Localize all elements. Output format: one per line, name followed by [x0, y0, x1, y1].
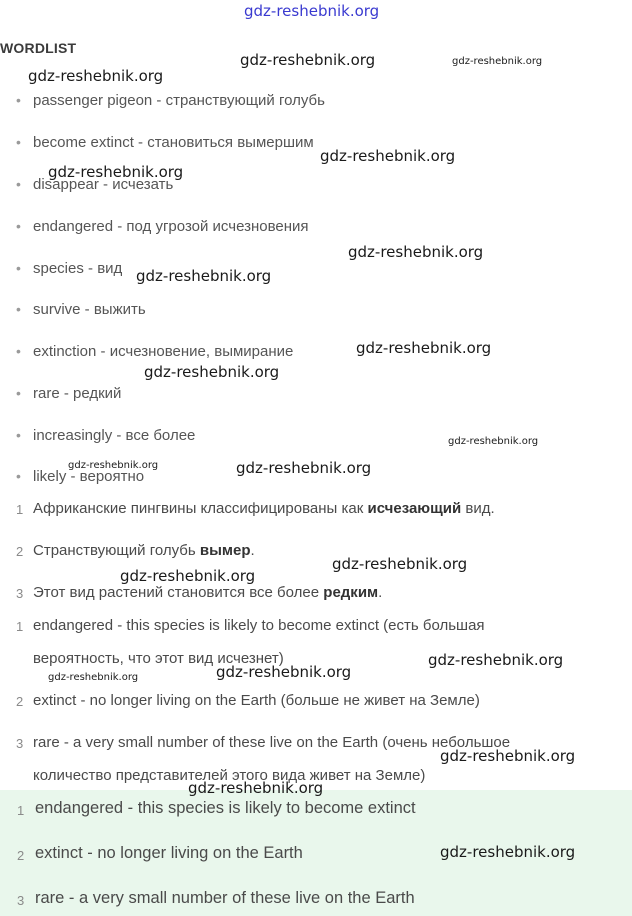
watermark: gdz-reshebnik.org: [216, 663, 352, 681]
wordlist-heading: WORDLIST: [0, 40, 77, 56]
sentence: Этот вид растений становится все более редким.: [33, 584, 383, 601]
watermark: gdz-reshebnik.org: [332, 555, 468, 573]
watermark: gdz-reshebnik.org: [48, 163, 184, 181]
watermark: gdz-reshebnik.org: [348, 243, 484, 261]
bullet-icon: •: [16, 92, 21, 108]
definition-number: 1: [16, 619, 24, 634]
wordlist-item: • become extinct - становиться вымершим: [16, 134, 314, 151]
definition-line: количество представителей этого вида живет на Земле): [33, 767, 426, 784]
watermark: gdz-reshebnik.org: [356, 339, 492, 357]
wordlist-item: • increasingly - все более: [16, 427, 196, 444]
definition-line: вероятность, что этот вид исчезнет): [33, 650, 284, 667]
answer-number: 1: [17, 803, 25, 818]
bullet-icon: •: [16, 218, 21, 234]
watermark: gdz-reshebnik.org: [440, 843, 576, 861]
watermark: gdz-reshebnik.org: [120, 567, 256, 585]
watermark: gdz-reshebnik.org: [240, 51, 376, 69]
definition-line: endangered - this species is likely to become extinct (есть большая: [33, 617, 485, 634]
answer-number: 3: [17, 893, 25, 908]
answer-line: extinct - no longer living on the Earth: [35, 844, 303, 862]
watermark: gdz-reshebnik.org: [428, 651, 564, 669]
sentence-number: 2: [16, 544, 24, 559]
definition-number: 3: [16, 736, 24, 751]
bullet-icon: •: [16, 260, 21, 276]
bullet-icon: •: [16, 176, 21, 192]
bullet-icon: •: [16, 427, 21, 443]
watermark: gdz-reshebnik.org: [236, 459, 372, 477]
answer-number: 2: [17, 848, 25, 863]
wordlist-item: • passenger pigeon - странствующий голубь: [16, 92, 325, 109]
sentence: Африканские пингвины классифицированы как исчезающий вид.: [33, 500, 495, 517]
sentence-number: 1: [16, 502, 24, 517]
wordlist-item: • survive - выжить: [16, 301, 146, 318]
bullet-icon: •: [16, 301, 21, 317]
definition-line: rare - a very small number of these live on the Earth (очень небольшое: [33, 734, 511, 751]
sentence-number: 3: [16, 586, 24, 601]
watermark: gdz-reshebnik.org: [188, 779, 324, 797]
wordlist-item: • likely - вероятно: [16, 468, 145, 485]
watermark: gdz-reshebnik.org: [440, 747, 576, 765]
watermark: gdz-reshebnik.org: [144, 363, 280, 381]
wordlist-item: • species - вид: [16, 260, 123, 277]
bullet-icon: •: [16, 468, 21, 484]
definition-line: extinct - no longer living on the Earth (больше не живет на Земле): [33, 692, 480, 709]
wordlist-item: • rare - редкий: [16, 385, 122, 402]
watermark: gdz-reshebnik.org: [448, 436, 539, 447]
wordlist-item: • extinction - исчезновение, вымирание: [16, 343, 294, 360]
watermark: gdz-reshebnik.org: [320, 147, 456, 165]
bullet-icon: •: [16, 134, 21, 150]
watermark: gdz-reshebnik.org: [244, 2, 380, 20]
bullet-icon: •: [16, 343, 21, 359]
answer-line: rare - a very small number of these live on the Earth: [35, 889, 415, 907]
watermark: gdz-reshebnik.org: [452, 56, 543, 67]
sentence: Странствующий голубь вымер.: [33, 542, 255, 559]
watermark: gdz-reshebnik.org: [48, 672, 139, 683]
bullet-icon: •: [16, 385, 21, 401]
watermark: gdz-reshebnik.org: [136, 267, 272, 285]
watermark: gdz-reshebnik.org: [28, 67, 164, 85]
definition-number: 2: [16, 694, 24, 709]
watermark: gdz-reshebnik.org: [68, 460, 159, 471]
wordlist-item: • endangered - под угрозой исчезновения: [16, 218, 309, 235]
answer-line: endangered - this species is likely to become extinct: [35, 799, 416, 817]
wordlist-item: • disappear - исчезать: [16, 176, 174, 193]
